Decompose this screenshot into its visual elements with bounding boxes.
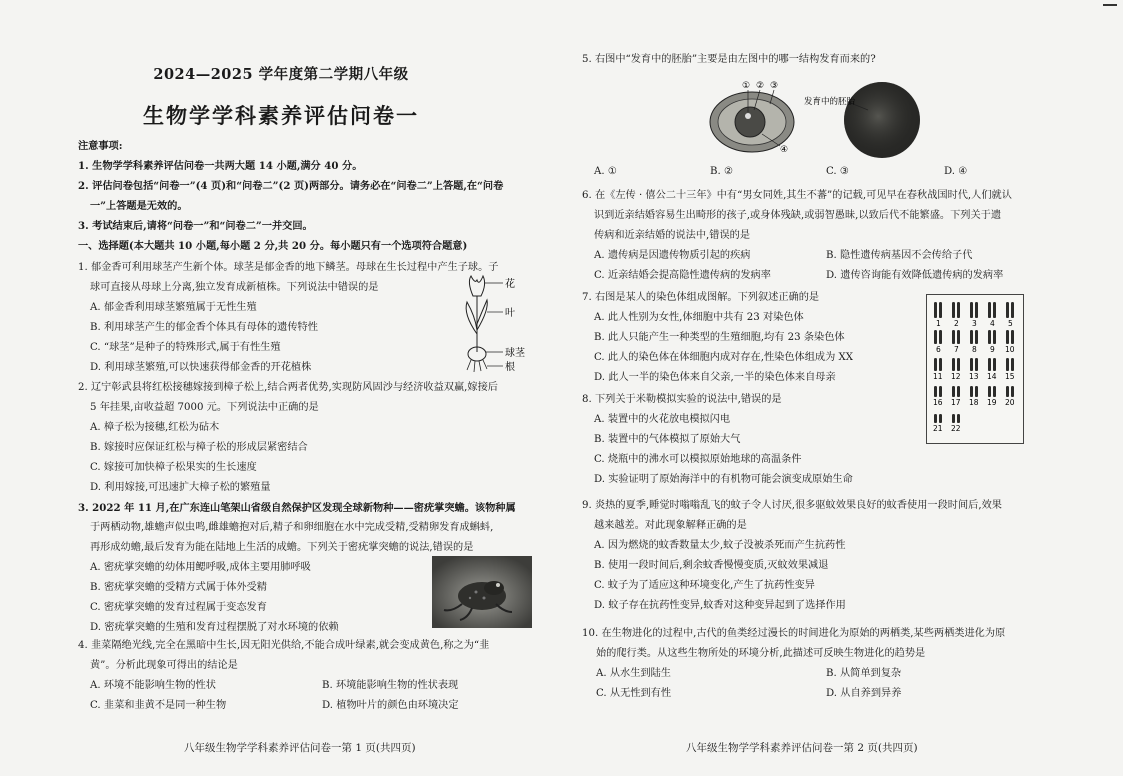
- question-text: 2. 辽宁彰武县将红松接穗嫁接到樟子松上,结合两者优势,实现防风固沙与经济收益双赢,嫁接后: [78, 382, 498, 393]
- question-text: 传病和近亲结婚的说法中,错误的是: [594, 230, 751, 241]
- option-b: B. 此人只能产生一种类型的生殖细胞,均有 23 条染色体: [594, 332, 845, 343]
- question-1: [78, 258, 498, 378]
- chromosome-number: 19: [987, 398, 997, 407]
- option-c: C. 从无性到有性: [596, 688, 672, 699]
- question-text: 始的爬行类。从这些生物所处的环境分析,此描述可反映生物进化的趋势是: [596, 648, 926, 659]
- option-d: D. 蚊子存在抗药性变异,蚊香对这种变异起到了选择作用: [594, 600, 846, 611]
- question-text: 4. 韭菜隔绝光线,完全在黑暗中生长,因无阳光供给,不能合成叶绿素,就会变成黄色,称之为“韭: [78, 640, 490, 651]
- question-text: 于两栖动物,雄蟾声似虫鸣,雌雄蟾抱对后,精子和卵细胞在水中完成受精,受精卵发育成蝌蚪,: [90, 522, 494, 533]
- right-page: [562, 0, 1123, 776]
- page-footer: 八年级生物学学科素养评估问卷一第 2 页(共四页): [686, 742, 918, 754]
- chromosome-number: 14: [987, 372, 997, 381]
- option-d: D. 从自养到异养: [826, 688, 902, 699]
- notes-block: [78, 136, 503, 256]
- notes-heading: 注意事项:: [78, 140, 123, 152]
- chromosome-number: 13: [969, 372, 979, 381]
- option-a: A. 因为燃烧的蚊香数量太少,蚊子没被杀死而产生抗药性: [594, 540, 846, 551]
- option-b: B. 使用一段时间后,剩余蚊香慢慢变质,灭蚊效果减退: [594, 560, 829, 571]
- option-b: B. 从简单到复杂: [826, 668, 902, 679]
- figure-number-2: ②: [756, 81, 765, 91]
- option-a: A. ①: [594, 166, 617, 177]
- option-b: B. 利用球茎产生的郁金香个体具有母体的遗传特性: [90, 322, 318, 333]
- chromosome-number: 22: [951, 424, 961, 433]
- question-text: 球可直接从母球上分离,独立发育成新植株。下列说法中错误的是: [90, 282, 379, 293]
- question-text: 6. 在《左传 · 僖公二十三年》中有“男女同姓,其生不蕃”的记载,可见早在春秋战国时代,人们就认: [582, 190, 1012, 201]
- option-a: A. 装置中的火花放电模拟闪电: [594, 414, 731, 425]
- toad-photo: [432, 556, 532, 628]
- tulip-figure: [455, 274, 530, 374]
- option-c: C. 蚊子为了适应这种环境变化,产生了抗药性变异: [594, 580, 815, 591]
- option-b: B. 密疣掌突蟾的受精方式属于体外受精: [90, 582, 267, 593]
- note-line: 1. 生物学学科素养评估问卷一共两大题 14 小题,满分 40 分。: [78, 160, 363, 172]
- section-heading: 一、选择题(本大题共 10 小题,每小题 2 分,共 20 分。每小题只有一个选项符合题意): [78, 240, 468, 252]
- question-text: 识到近亲结婚容易生出畸形的孩子,或身体残缺,或弱智愚昧,以致后代不能繁盛。下列关于遗: [594, 210, 1002, 221]
- figure-label-flower: 花: [505, 279, 515, 290]
- option-b: B. 装置中的气体模拟了原始大气: [594, 434, 741, 445]
- chromosome-number: 5: [1008, 319, 1013, 328]
- chromosome-number: 3: [972, 319, 977, 328]
- figure-number-3: ③: [770, 81, 779, 91]
- option-a: A. 此人性别为女性,体细胞中共有 23 对染色体: [594, 312, 804, 323]
- chromosome-number: 21: [933, 424, 943, 433]
- option-d: D. ④: [944, 166, 968, 177]
- figure-label-embryo: 发育中的胚胎: [804, 97, 856, 107]
- option-d: D. 密疣掌突蟾的生殖和发育过程摆脱了对水环境的依赖: [90, 622, 339, 633]
- chromosome-number: 15: [1005, 372, 1015, 381]
- figure-label-bulb: 球茎: [505, 348, 525, 359]
- question-text: 9. 炎热的夏季,睡觉时嗡嗡乱飞的蚊子令人讨厌,很多驱蚊效果良好的蚊香使用一段时间后,效果: [582, 500, 1002, 511]
- page-footer: 八年级生物学学科素养评估问卷一第 1 页(共四页): [184, 742, 416, 754]
- option-d: D. 利用球茎繁殖,可以快速获得郁金香的开花植株: [90, 362, 312, 373]
- question-10: [582, 624, 1005, 664]
- option-a: A. 樟子松为接穗,红松为砧木: [90, 422, 220, 433]
- chromosome-number: 18: [969, 398, 979, 407]
- chromosome-number: 2: [954, 319, 959, 328]
- option-d: D. 实验证明了原始海洋中的有机物可能会演变成原始生命: [594, 474, 853, 485]
- question-text: 7. 右图是某人的染色体组成图解。下列叙述正确的是: [582, 292, 820, 303]
- option-a: A. 郁金香利用球茎繁殖属于无性生殖: [90, 302, 257, 313]
- chromosome-number: 10: [1005, 345, 1015, 354]
- question-text: 黄”。分析此现象可得出的结论是: [90, 660, 238, 671]
- question-text: 再形成幼蟾,最后发育为能在陆地上生活的成蟾。下列关于密疣掌突蟾的说法,错误的是: [90, 542, 474, 553]
- question-4: [78, 636, 489, 676]
- option-c: C. 密疣掌突蟾的发育过程属于变态发育: [90, 602, 267, 613]
- chromosome-number: 9: [990, 345, 995, 354]
- chromosome-number: 11: [933, 372, 943, 381]
- question-text: 1. 郁金香可利用球茎产生新个体。球茎是郁金香的地下鳞茎。母球在生长过程中产生子球。子: [78, 262, 499, 273]
- question-text: 3. 2022 年 11 月,在广东连山笔架山省级自然保护区发现全球新物种——密疣掌突蟾。该物种属: [78, 502, 516, 514]
- question-7: [582, 288, 853, 388]
- figure-label-root: 根: [505, 362, 515, 373]
- chromosome-number: 1: [936, 319, 941, 328]
- option-b: B. 环境能影响生物的性状表现: [322, 680, 459, 691]
- question-6: [582, 186, 1012, 246]
- question-9: [582, 496, 1002, 616]
- question-2: [78, 378, 498, 498]
- option-c: C. 嫁接可加快樟子松果实的生长速度: [90, 462, 257, 473]
- question-text: 5. 右图中“发育中的胚胎”主要是由左图中的哪一结构发育而来的?: [582, 54, 876, 65]
- chromosome-number: 8: [972, 345, 977, 354]
- option-a: A. 密疣掌突蟾的幼体用鳃呼吸,成体主要用肺呼吸: [90, 562, 311, 573]
- chromosome-number: 4: [990, 319, 995, 328]
- option-c: C. “球茎”是种子的特殊形式,属于有性生殖: [90, 342, 281, 353]
- option-c: C. 烧瓶中的沸水可以模拟原始地球的高温条件: [594, 454, 802, 465]
- chromosome-number: 7: [954, 345, 959, 354]
- question-5: [582, 50, 876, 70]
- figure-number-4: ④: [780, 145, 789, 155]
- chromosome-number: 6: [936, 345, 941, 354]
- option-b: B. 隐性遗传病基因不会传给子代: [826, 250, 973, 261]
- option-c: C. 此人的染色体在体细胞内成对存在,性染色体组成为 XX: [594, 352, 854, 363]
- exam-year-title: 2024—2025 学年度第二学期八年级: [153, 66, 409, 83]
- figure-number-1: ①: [742, 81, 751, 91]
- option-a: A. 遗传病是因遗传物质引起的疾病: [594, 250, 751, 261]
- option-c: C. ③: [826, 166, 850, 177]
- option-d: D. 此人一半的染色体来自父亲,一半的染色体来自母亲: [594, 372, 836, 383]
- chromosome-number: 17: [951, 398, 961, 407]
- chromosome-number: 16: [933, 398, 943, 407]
- egg-embryo-figure: [708, 76, 928, 162]
- option-c: C. 近亲结婚会提高隐性遗传病的发病率: [594, 270, 771, 281]
- option-c: C. 韭菜和韭黄不是同一种生物: [90, 700, 227, 711]
- question-text: 越来越差。对此现象解释正确的是: [594, 520, 747, 531]
- chromosome-number: 12: [951, 372, 961, 381]
- question-text: 10. 在生物进化的过程中,古代的鱼类经过漫长的时间进化为原始的两栖类,某些两栖类进化为原: [582, 628, 1006, 639]
- option-d: D. 利用嫁接,可迅速扩大樟子松的繁殖量: [90, 482, 271, 493]
- option-b: B. ②: [710, 166, 734, 177]
- question-8: [582, 390, 853, 490]
- option-b: B. 嫁接时应保证红松与樟子松的形成层紧密结合: [90, 442, 308, 453]
- option-d: D. 植物叶片的颜色由环境决定: [322, 700, 459, 711]
- note-line: 3. 考试结束后,请将“问卷一”和“问卷二”一并交回。: [78, 220, 313, 232]
- option-d: D. 遗传咨询能有效降低遗传病的发病率: [826, 270, 1004, 281]
- note-line: 一”上答题是无效的。: [90, 200, 188, 212]
- question-text: 8. 下列关于米勒模拟实验的说法中,错误的是: [582, 394, 782, 405]
- option-a: A. 环境不能影响生物的性状: [90, 680, 216, 691]
- karyotype-figure: [926, 294, 1024, 444]
- exam-title: 生物学学科素养评估问卷一: [143, 103, 419, 128]
- question-text: 5 年挂果,亩收益超 7000 元。下列说法中正确的是: [90, 402, 319, 413]
- option-a: A. 从水生到陆生: [596, 668, 671, 679]
- note-line: 2. 评估问卷包括“问卷一”(4 页)和“问卷二”(2 页)两部分。请务必在“问卷二”上答题,在“问卷: [78, 180, 504, 192]
- figure-label-leaf: 叶: [505, 308, 515, 319]
- chromosome-number: 20: [1005, 398, 1015, 407]
